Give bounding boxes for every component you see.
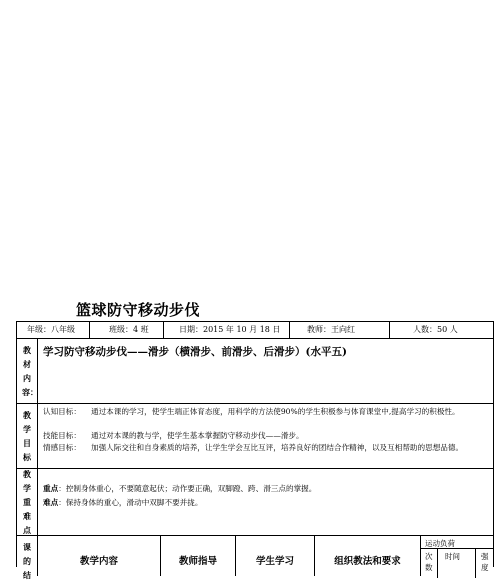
- header-content: 教学内容: [38, 536, 161, 576]
- teacher-cell: 教师：王向红: [307, 325, 355, 334]
- class-cell: 班级：4 班: [109, 325, 149, 334]
- info-row: [17, 322, 493, 339]
- time-label: 时间: [445, 552, 460, 561]
- goal-skill: 技能目标： 通过对本课的教与学，使学生基本掌握防守移动步伐——滑步。: [43, 431, 304, 440]
- goal-emotion: 情感目标： 加强人际交往和自身素质的培养，让学生学会互比互评，培养良好的团结合作精神，以及互相帮助的思想品德。: [43, 443, 464, 452]
- count-cell: 人数：50 人: [413, 325, 458, 334]
- header-teacher: 教师指导: [161, 536, 236, 576]
- header-load: [421, 536, 493, 576]
- keypoints-row: [17, 469, 493, 536]
- difficult-point: 难点：保持身体的重心，滑动中双脚不要并拢。: [43, 498, 203, 507]
- document-title: 篮球防守移动步伐: [76, 301, 201, 319]
- keypoints-label: 教学重难点: [17, 469, 38, 535]
- table-header-row: [17, 536, 493, 580]
- grade-cell: 年级：八年级: [27, 325, 75, 334]
- times-label: 次数: [425, 552, 433, 572]
- material-text: 学习防守移动步伐——滑步（横滑步、前滑步、后滑步）(水平五): [43, 346, 347, 358]
- header-method: 组织教法和要求: [315, 536, 421, 576]
- lesson-plan-table: [16, 321, 494, 580]
- key-point: 重点：控制身体重心，不要随意起伏；动作要正确，双脚蹬、跨、滑三点的掌握。: [43, 484, 317, 493]
- goal-cognitive: 认知目标： 通过本课的学习，使学生端正体育态度，用科学的方法使90%的学生积极参与体育课堂中,提高学习的积极性。: [43, 407, 460, 416]
- goals-row: [17, 404, 493, 469]
- material-row: [17, 339, 493, 404]
- structure-label: 课的结: [17, 536, 38, 576]
- header-student: 学生学习: [236, 536, 315, 576]
- intensity-label: 强度: [481, 552, 489, 572]
- material-label: 教材内容：: [17, 339, 38, 403]
- date-cell: 日期：2015 年 10 月 18 日: [179, 325, 281, 334]
- load-label: 运动负荷: [425, 539, 455, 548]
- goals-label: 教学目标: [17, 404, 38, 468]
